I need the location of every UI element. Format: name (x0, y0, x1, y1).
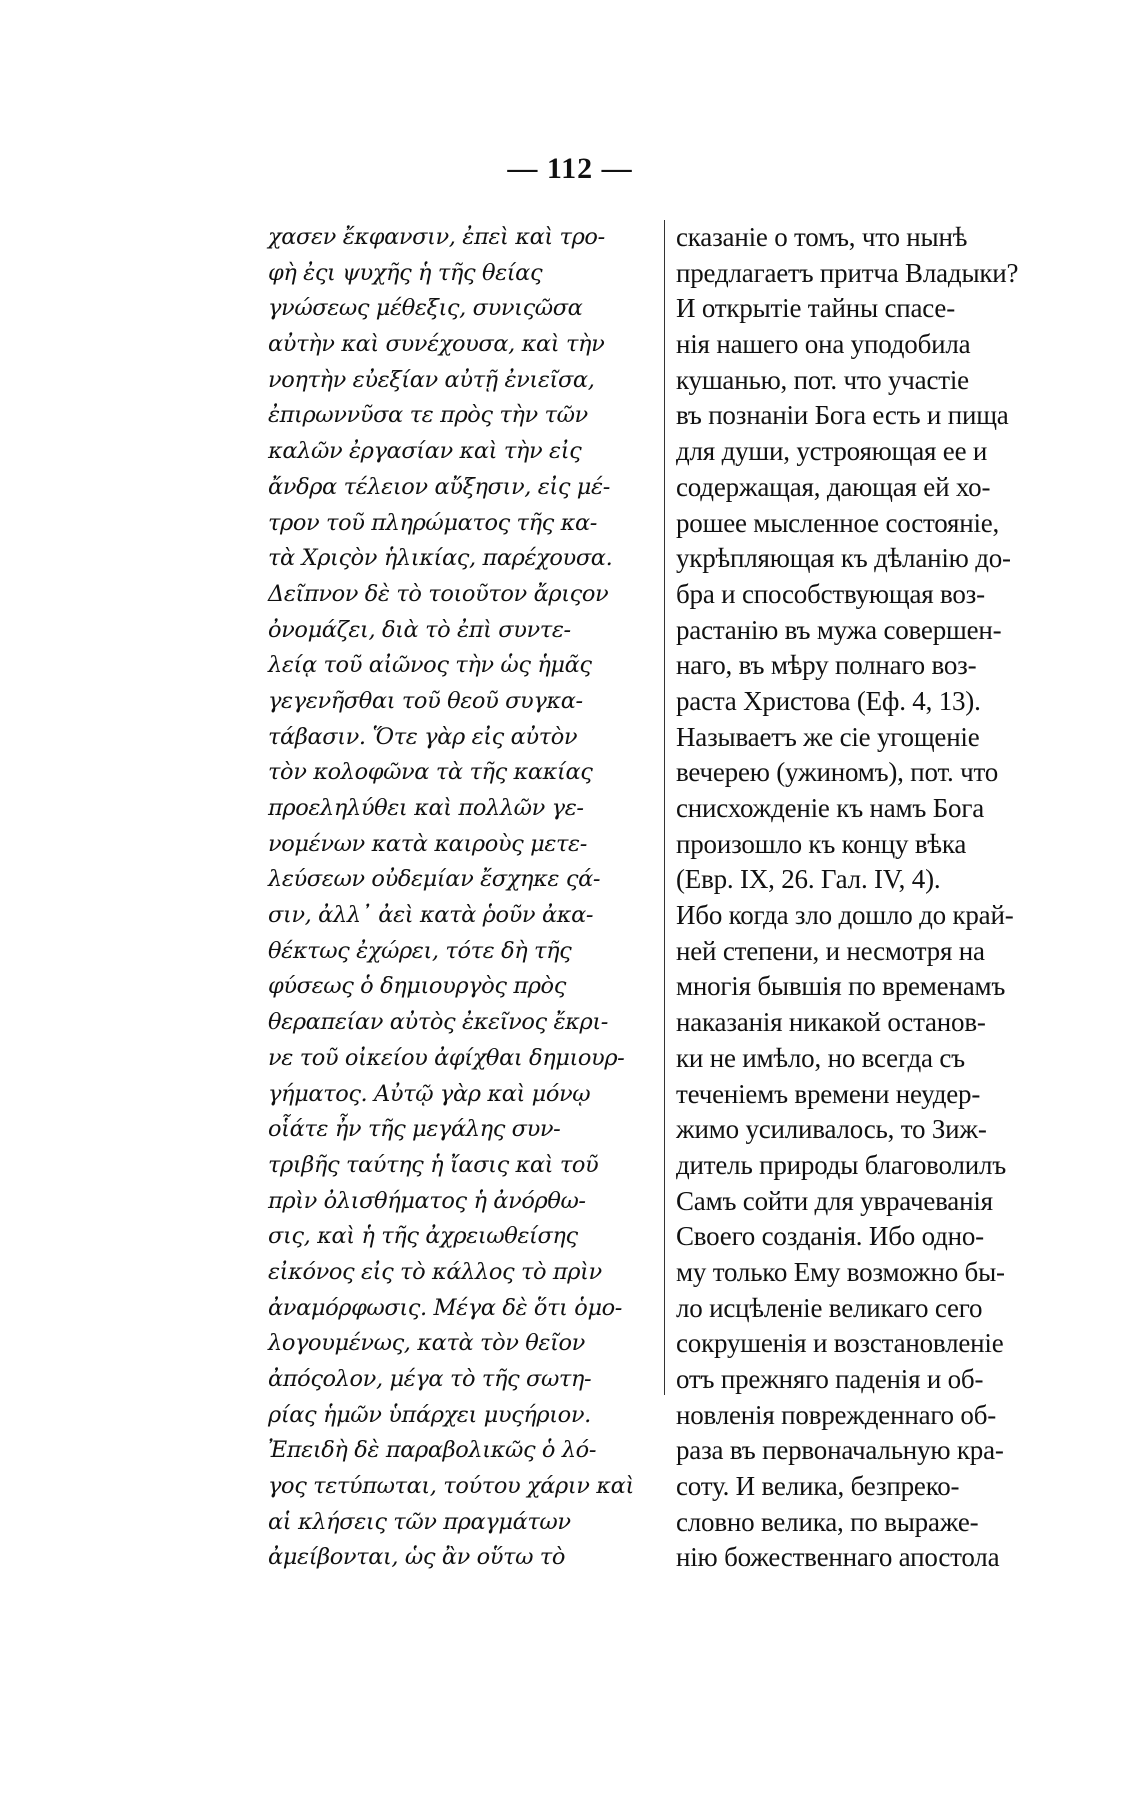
text-line: жимо усиливалось, то Зиж- (676, 1114, 987, 1145)
text-line: χασεν ἔκφανσιν, ἐπεὶ καὶ τρο- (268, 224, 605, 250)
text-line: νομένων κατὰ καιροὺς μετε- (268, 830, 587, 857)
text-line: γεγενῆσθαι τοῦ θεοῦ συγκα- (268, 687, 583, 714)
text-line: τὰ Χριςὸν ἡλικίας, παρέχουσα. (268, 545, 613, 572)
text-line: нію божественнаго апостола (676, 1542, 1000, 1573)
text-line: ки не имѣло, но всегда съ (676, 1042, 965, 1073)
text-line: раза въ первоначальную кра- (676, 1435, 1004, 1466)
text-line: τριβῆς ταύτης ἡ ἴασις καὶ τοῦ (268, 1151, 599, 1178)
text-line: дитель природы благоволилъ (676, 1149, 1007, 1180)
text-line: произошло къ концу вѣка (676, 828, 967, 859)
text-line: отъ прежняго паденія и об- (676, 1364, 984, 1394)
text-line: теченіемъ времени неудер- (676, 1078, 981, 1109)
text-line: ло исцѣленіе великаго сего (676, 1292, 983, 1323)
russian-text-column (676, 220, 1060, 1576)
text-line: προεληλύθει καὶ πολλῶν γε- (268, 795, 584, 821)
text-line: ὀνομάζει, διὰ τὸ ἐπὶ συντε- (268, 616, 571, 643)
text-line: рошее мысленное состояніе, (676, 507, 1000, 538)
text-line: му только Ему возможно бы- (676, 1256, 1005, 1287)
text-line: Называетъ же сіе угощеніе (676, 721, 980, 752)
text-line: снисхожденіе къ намъ Бога (676, 793, 984, 823)
text-line: γος τετύπωται, τούτου χάριν καὶ (268, 1473, 634, 1500)
text-line: πρὶν ὀλισθήματος ἡ ἀνόρθω- (268, 1187, 586, 1214)
text-line: И открытіе тайны спасе- (676, 293, 955, 324)
text-line: αὐτὴν καὶ συνέχουσα, καὶ τὴν (268, 331, 605, 358)
text-line: τάβασιν. Ὅτε γὰρ εἰς αὐτὸν (268, 723, 578, 750)
text-line: γνώσεως μέθεξις, συνιςῶσα (268, 295, 583, 322)
text-line: растанію въ мужа совершен- (676, 614, 1002, 645)
text-line: θέκτως ἐχώρει, τότε δὴ τῆς (268, 937, 572, 964)
text-line: Ἐπειδὴ δὲ παραβολικῶς ὁ λό- (268, 1437, 597, 1464)
text-line: νε τοῦ οἰκείου ἀφίχθαι δημιουρ- (268, 1044, 625, 1071)
text-line: нія нашего она уподобила (676, 329, 971, 360)
text-line: νοητὴν εὐεξίαν αὐτῇ ἐνιεῖσα, (268, 366, 595, 393)
text-line: τρον τοῦ πληρώματος τῆς κα- (268, 509, 597, 536)
text-line: бра и способствующая воз- (676, 578, 985, 609)
text-line: λεύσεων οὐδεμίαν ἔσχηκε ςά- (268, 866, 601, 893)
text-line: σις, καὶ ἡ τῆς ἀχρειωθείσης (268, 1223, 578, 1250)
text-line: наказанія никакой останов- (676, 1007, 986, 1038)
text-line: φύσεως ὁ δημιουργὸς πρὸς (268, 973, 566, 1000)
text-line: λείᾳ τοῦ αἰῶνος τὴν ὡς ἡμᾶς (268, 652, 592, 679)
text-line: многія бывшія по временамъ (676, 971, 1006, 1002)
text-line: ней степени, и несмотря на (676, 935, 985, 966)
text-line: ἄνδρα τέλειον αὔξησιν, εἰς μέ- (268, 473, 610, 500)
text-line: укрѣпляющая къ дѣланію до- (676, 543, 1011, 574)
page-number: — 112 — (507, 152, 633, 185)
text-line: ἀπόςολον, μέγα τὸ τῆς σωτη- (268, 1366, 592, 1392)
text-line: вечерею (ужиномъ), пот. что (676, 757, 999, 788)
column-divider (664, 220, 665, 1395)
text-line: λογουμένως, κατὰ τὸν θεῖον (268, 1330, 585, 1357)
text-line: ἀμείβονται, ὡς ἂν οὕτω τὸ (268, 1544, 566, 1571)
text-line: καλῶν ἐργασίαν καὶ τὴν εἰς (268, 438, 582, 465)
text-line: ἐπιρωννῦσα τε πρὸς τὴν τῶν (268, 402, 588, 429)
text-line: ρίας ἡμῶν ὑπάρχει μυςήριον. (268, 1401, 591, 1428)
text-line: εἰκόνος εἰς τὸ κάλλος τὸ πρὶν (268, 1258, 602, 1285)
text-line: соту. И велика, безпреко- (676, 1471, 960, 1502)
text-line: τὸν κολοφῶνα τὰ τῆς κακίας (268, 759, 593, 786)
text-line: αἱ κλήσεις τῶν πραγμάτων (268, 1508, 571, 1535)
text-line: ἀναμόρφωσις. Μέγα δὲ ὅτι ὁμο- (268, 1294, 623, 1321)
text-line: Самъ сойти для уврачеванія (676, 1185, 993, 1216)
text-line: новленія поврежденнаго об- (676, 1399, 997, 1430)
text-line: Своего созданія. Ибо одно- (676, 1221, 984, 1252)
text-line: οἷάτε ἦν τῆς μεγάλης συν- (268, 1116, 561, 1143)
text-line: предлагаетъ притча Владыки? (676, 257, 1019, 288)
greek-text-column (268, 220, 656, 1576)
text-line: въ познаніи Бога есть и пища (676, 400, 1009, 431)
text-line: наго, въ мѣру полнаго воз- (676, 650, 977, 681)
text-line: Ибо когда зло дошло до край- (676, 900, 1014, 931)
text-line: раста Христова (Еф. 4, 13). (676, 685, 981, 716)
text-line: кушанью, пот. что участіе (676, 364, 969, 395)
text-line: (Евр. IX, 26. Гал. IV, 4). (676, 864, 941, 895)
text-line: сокрушенія и возстановленіе (676, 1328, 1004, 1359)
text-line: φὴ ἐςι ψυχῆς ἡ τῆς θείας (268, 259, 543, 286)
text-line: сказаніе о томъ, что нынѣ (676, 222, 968, 252)
text-line: σιν, ἀλλ᾽ ἀεὶ κατὰ ῥοῦν ἀκα- (268, 902, 594, 929)
text-line: содержащая, дающая ей хо- (676, 471, 991, 502)
text-line: γήματος. Αὐτῷ γὰρ καὶ μόνῳ (268, 1080, 591, 1107)
text-line: словно велика, по выраже- (676, 1506, 979, 1537)
text-line: для души, устрояющая ее и (676, 436, 988, 467)
text-line: θεραπείαν αὐτὸς ἐκεῖνος ἔκρι- (268, 1009, 608, 1036)
text-line: Δεῖπνον δὲ τὸ τοιοῦτον ἄριςον (268, 580, 609, 607)
